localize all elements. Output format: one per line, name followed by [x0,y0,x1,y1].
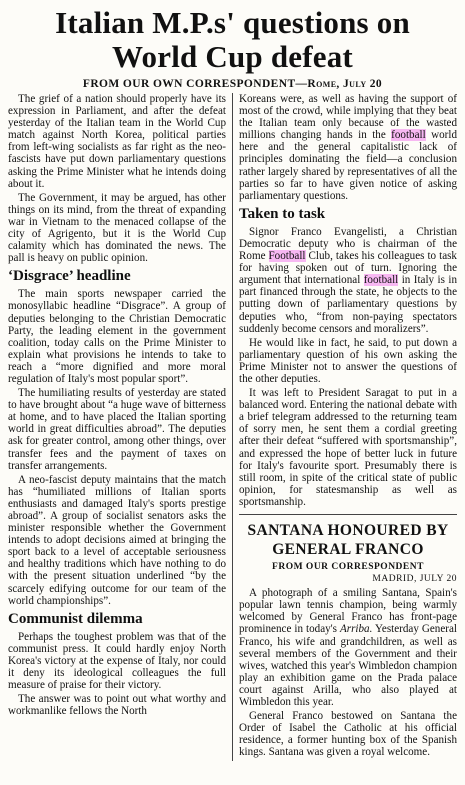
paragraph [239,587,457,708]
headline [8,6,457,74]
text: world here and the general capitalistic lack of principles dominating the field—a conclusion rather largely shared by representatives of all the parties so far to have given notice of asking parliamentary questions. [239,129,457,202]
paragraph: The main sports newspaper carried the monosyllabic headline “Disgrace”. A group of deputies belonging to the Christian Democratic Party, the leading element in the government coalition, today calls on the Prime Minister to explain what provisions he intends to take to reach a “more dignified and more moral regulation of Italy's most popular sport”. [8,288,226,385]
text: Signor Franco Evangelisti, a Christian Democratic deputy who is chairman of the Rome [239,225,457,263]
highlight-football: Football [268,250,306,263]
sidebar-story-title [239,514,457,559]
text: Club, takes his colleagues to task for having spoken out of turn. Ignoring the argument that international [239,250,457,287]
paragraph: A neo-fascist deputy maintains that the match has “humiliated millions of Italian sports enthusiasts and damaged Italy's sports prestige abroad”. A group of socialist senators asks the minister responsible whether the Government intends to adopt decisions aimed at bringing the sport back to a level of acceptable seriousness and healthy traditions which have nothing to do with the present situation underlined “by the scarcely edifying outcome for our team of the world championships”. [8,473,226,607]
sidebar-byline: FROM OUR CORRESPONDENT [272,562,424,572]
subheading-disgrace: ‘Disgrace’ headline [8,268,131,285]
text: Yesterday General Franco, his wife and grandchildren, as well as several members of the Government and their wives, watched this year's Wimbledon champion play an exhibition game on the Prada palace court against Arilla, who also played at Wimbledon this year. [239,623,457,709]
highlight-football: football [363,274,399,287]
byline [8,78,457,90]
headline-line-2: World Cup defeat [112,39,353,74]
sidebar-dateline: MADRID, JULY 20 [372,574,457,585]
paragraph: Perhaps the toughest problem was that of the communist press. It could hardly enjoy North Korea's victory at the expense of Italy, nor could it deny its ideological colleagues the full measure of praise for their victory. [8,630,226,692]
title-line: SANTANA HONOURED BY [247,522,449,539]
title-line: GENERAL FRANCO [272,541,424,558]
paragraph [239,93,457,202]
left-column [8,93,233,761]
paragraph: He would like in fact, he said, to put down a parliamentary question of his own asking the Prime Minister not to answer the questions of the other deputies. [239,336,457,385]
paragraph: The answer was to point out what worthy and workmanlike fellows the North [8,693,226,718]
text: Koreans were, as well as having the support of most of the crowd, while implying that they beat the Italian team only because of the wasted millions changing hands in the [239,93,457,142]
text: A photograph of a smiling Santana, Spain's popular lawn tennis champion, being warmly welcomed by General Franco has front-page prominence in today's [239,587,457,636]
paragraph: General Franco bestowed on Santana the Order of Isabel the Catholic at his official residence, a former hunting box of the Spanish kings. Santana was given a royal welcome. [239,710,457,759]
newspaper-name: Arriba. [340,623,373,636]
headline-line-1: Italian M.P.s' questions on [55,5,410,40]
right-column [233,93,457,761]
highlight-football: football [391,129,426,142]
article-columns [8,93,457,761]
byline-from: FROM OUR OWN CORRESPONDENT— [82,78,308,90]
text: in Italy is in part financed through the state, he objects to the putting down of parliamentary questions by deputies who, “from non-paying spectators suddenly become censors and moralizers”. [239,274,458,335]
byline-place: Rome, July 20 [307,78,383,90]
subheading-taken-to-task: Taken to task [239,205,326,222]
subheading-communist-dilemma: Communist dilemma [8,610,143,627]
paragraph: The grief of a nation should properly have its expression in Parliament, and after the defeat yesterday of the Italian team in the World Cup match against North Korea, political parties from left-wing socialists as far right as the neo-fascists have put down parliamentary questions asking the Prime Minister what he intends doing about it. [8,93,226,190]
paragraph: It was left to President Saragat to put in a balanced word. Entering the national debate with a brief telegram addressed to the returning team of sorry men, he sent them a cordial greeting after their defeat “suffered with sportsmanship”, and expressed the hope of better luck in future for Italy's favourite sport. Presumably there is still room, in spite of the critical state of public opinion, for statesmanship as well as sportsmanship. [239,387,457,508]
paragraph [239,226,457,335]
paragraph: The humiliating results of yesterday are stated to have brought about “a huge wave of bitterness at home, and to have placed the Italian sporting world in great difficulties abroad”. The deputies ask for greater control, among other things, over transfer fees and the payment of taxes on transfer arrangements. [8,387,226,472]
paragraph: The Government, it may be argued, has other things on its mind, from the threat of expanding war in Vietnam to the menaced collapse of the city of Agrigento, but it is the World Cup calamity which has dominated the news. The pall is heavy on public opinion. [8,191,226,265]
